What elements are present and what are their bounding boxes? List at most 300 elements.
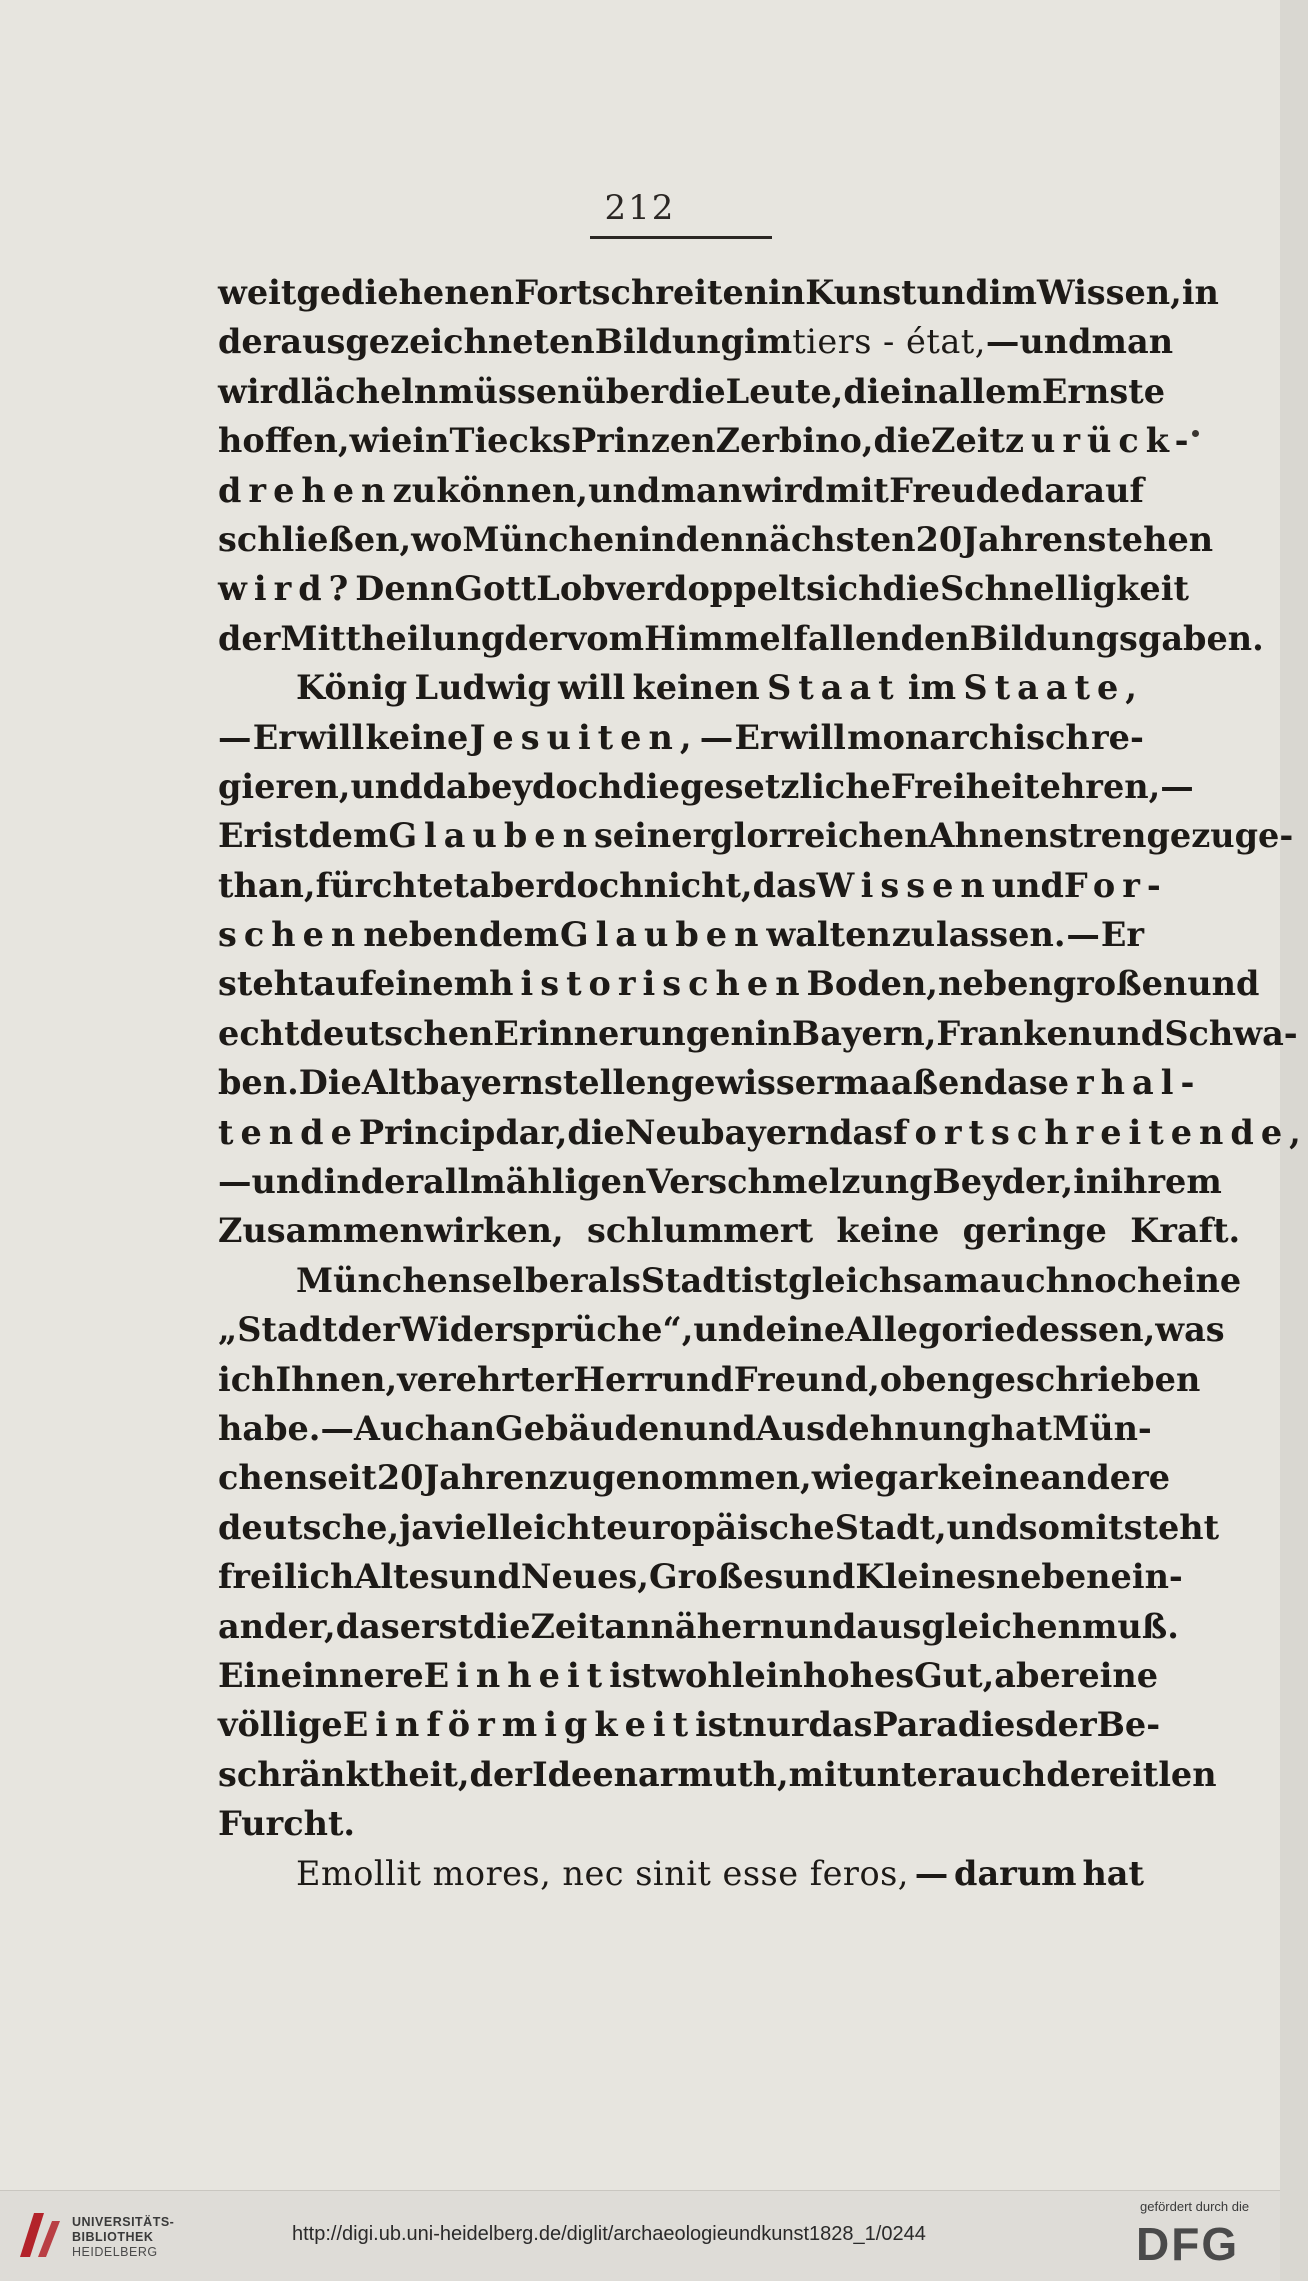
word: re- [1091, 717, 1144, 757]
word: und [588, 470, 661, 510]
word: Altes [354, 1557, 449, 1597]
word: die [843, 371, 901, 411]
word: in [412, 421, 450, 461]
word: Bildungsgaben. [969, 618, 1264, 658]
library-line2: BIBLIOTHEK [72, 2230, 154, 2244]
text-line [218, 1849, 1144, 1898]
text-line [218, 1453, 1171, 1502]
word: geschrieben [971, 1359, 1201, 1399]
word: im [907, 668, 957, 708]
text-line [218, 1305, 1225, 1354]
word: seiner [593, 816, 711, 856]
text-line [218, 713, 1144, 762]
word: noch [1069, 1260, 1162, 1300]
word: ist [261, 816, 309, 856]
word: Er [734, 717, 778, 757]
word: — [320, 1408, 354, 1448]
word: fallenden [793, 618, 970, 658]
word: gediehenen [296, 273, 515, 312]
word: Princip [358, 1112, 496, 1152]
word: vom [566, 618, 645, 658]
text-line [218, 614, 1264, 663]
word: drehen [218, 470, 393, 510]
word: gar [874, 1458, 938, 1498]
word: München [462, 519, 639, 559]
word: ist [741, 1260, 789, 1300]
word: lächeln [300, 371, 439, 411]
word: Herr [573, 1359, 662, 1399]
word: schließen, [218, 519, 412, 559]
word: Beyder, [932, 1162, 1074, 1202]
word: Gut, [914, 1655, 995, 1695]
word: andere [1040, 1458, 1171, 1498]
text-line [218, 910, 1144, 959]
word: und [784, 1606, 857, 1646]
word: Ludwig [414, 668, 551, 708]
word: — [218, 717, 252, 757]
word: Jahren [962, 519, 1088, 559]
word: ausgleichen [856, 1606, 1082, 1646]
word: und [693, 1310, 766, 1350]
word: König [296, 668, 408, 708]
word: in [768, 273, 806, 312]
source-url[interactable]: http://digi.ub.uni-heidelberg.de/diglit/archaeologieundkunst1828_1/0244 [292, 2223, 926, 2245]
library-line1: UNIVERSITÄTS- [72, 2215, 175, 2229]
word: dem [308, 816, 389, 856]
text-line [218, 959, 1260, 1008]
word: gesetzliche [679, 766, 891, 806]
word: der [1034, 1705, 1097, 1745]
word: seit [308, 1458, 377, 1498]
word: allmähligen [423, 1162, 647, 1202]
word: Eine [218, 1655, 302, 1695]
word: und [1092, 1013, 1165, 1053]
word: in [900, 371, 938, 411]
word: Erinnerungen [493, 1013, 755, 1053]
word: echtdeutschen [218, 1013, 494, 1053]
word: Die [298, 1063, 362, 1103]
word: Stadt [640, 1260, 742, 1300]
text-line [218, 811, 1294, 860]
word: Einheit [423, 1655, 610, 1695]
word: mitunter [788, 1754, 956, 1794]
word: wie [349, 421, 413, 461]
text-line [218, 1602, 1179, 1651]
word: Franken [936, 1013, 1093, 1053]
word: oben [879, 1359, 972, 1399]
word: strenge [1048, 816, 1192, 856]
word: dem [478, 915, 560, 955]
text-line [218, 1157, 1222, 1206]
text-line [218, 466, 1144, 515]
word: in [323, 1162, 361, 1202]
text-line [218, 1651, 1159, 1700]
word: erhal- [1047, 1063, 1202, 1103]
word: aber [994, 1655, 1079, 1695]
word: ist [609, 1655, 657, 1695]
word: Wissen [816, 865, 992, 905]
word: freilich [218, 1557, 355, 1597]
word: Glauben [388, 816, 594, 856]
text-line [218, 416, 1196, 465]
word: ich [218, 1359, 276, 1399]
word: Prinzen [570, 421, 716, 461]
word: großen [1052, 964, 1188, 1004]
word: erst [399, 1606, 473, 1646]
word: stellen [543, 1063, 671, 1103]
word: nur [742, 1705, 809, 1745]
word: zu [891, 915, 936, 955]
word: sich [806, 569, 883, 609]
word: im [988, 273, 1037, 312]
word: ehren, [1039, 766, 1161, 806]
word: einem [373, 964, 490, 1004]
word: können, [436, 470, 588, 510]
word: in [1073, 1162, 1111, 1202]
word: Freund, [733, 1359, 880, 1399]
word: wo [411, 519, 463, 559]
library-name [72, 2215, 174, 2260]
text-line [218, 564, 1189, 613]
word: Glauben [559, 915, 766, 955]
word: schränktheit, [218, 1754, 470, 1794]
word: schlummert [587, 1211, 814, 1251]
word: Auch [353, 1408, 450, 1448]
funding-caption: gefördert durch die [1140, 2199, 1250, 2214]
word: dar, [495, 1112, 568, 1152]
word: — [914, 1853, 949, 1893]
word: neben [995, 1557, 1111, 1597]
word: allem [937, 371, 1042, 411]
word: als [587, 1260, 641, 1300]
word: die [622, 766, 680, 806]
word: Staate, [963, 668, 1144, 708]
word: nächsten [744, 519, 916, 559]
word: Emollit mores, nec sinit esse feros, [296, 1853, 909, 1893]
word: wie [811, 1458, 875, 1498]
text-line [218, 861, 1168, 910]
word: Furcht. [218, 1804, 356, 1844]
word: Einförmigkeit [342, 1705, 696, 1745]
word: Zeit [930, 421, 1005, 461]
word: und [661, 1359, 734, 1399]
word: Boden, [806, 964, 938, 1004]
word: der [337, 1310, 400, 1350]
word: das [983, 1063, 1048, 1103]
dfg-logo[interactable]: DFG [1136, 2218, 1240, 2270]
word: Allegorie [845, 1310, 1016, 1350]
word: Verschmelzung [646, 1162, 933, 1202]
header-rule [590, 236, 772, 239]
word: keine [937, 1458, 1041, 1498]
word: das [752, 865, 817, 905]
word: selber [472, 1260, 588, 1300]
word: auch [955, 1754, 1047, 1794]
word: müssen [438, 371, 582, 411]
text-line [218, 1503, 1220, 1552]
word: wird [218, 371, 301, 411]
word: Ahnen [928, 816, 1049, 856]
word: nicht, [643, 865, 753, 905]
word: Jesuiten, [469, 717, 699, 757]
text-line [218, 317, 1174, 366]
word: darauf [1020, 470, 1144, 510]
word: Wissen, [1037, 273, 1182, 312]
word: eine [1161, 1260, 1242, 1300]
word: aber [469, 865, 554, 905]
word: das [335, 1606, 400, 1646]
word: Denn [355, 569, 455, 609]
word: „Stadt [218, 1310, 338, 1350]
word: Fortschreiten [514, 273, 769, 312]
page-number: 212 [604, 188, 676, 228]
word: weit [218, 273, 297, 312]
word: und [1019, 322, 1092, 362]
word: Himmel [644, 618, 794, 658]
word: gleichsam [788, 1260, 980, 1300]
word: Staat [767, 668, 901, 708]
word: das [829, 1112, 894, 1152]
word: hat [1082, 1853, 1144, 1893]
word: man [660, 470, 743, 510]
word: deutsche, [218, 1507, 400, 1547]
word: keinen [632, 668, 760, 708]
word: europäische [606, 1507, 835, 1547]
word: mit [825, 470, 889, 510]
word: Er [218, 816, 262, 856]
text-line [218, 1206, 1241, 1255]
word: Jahren [423, 1458, 549, 1498]
word: Paradies [872, 1705, 1035, 1745]
word: For- [1063, 865, 1168, 905]
word: fortschreitende, [893, 1112, 1308, 1152]
word: will [297, 717, 365, 757]
word: und [448, 1557, 521, 1597]
word: tende [218, 1112, 359, 1152]
word: 20 [376, 1458, 424, 1498]
word: ausgezeichneten [280, 322, 595, 362]
word: dabey [422, 766, 532, 806]
viewer-footer [0, 2190, 1280, 2281]
word: doch [553, 865, 644, 905]
word: Schnelligkeit [939, 569, 1189, 609]
word: Stadt, [834, 1507, 947, 1547]
word: Freiheit [890, 766, 1040, 806]
word: verehrter [397, 1359, 574, 1399]
word: der [504, 618, 567, 658]
word: eine [1078, 1655, 1159, 1695]
word: Zeit [530, 1606, 605, 1646]
word: der [1046, 1754, 1109, 1794]
text-line [218, 1009, 1298, 1058]
word: steht [218, 964, 314, 1004]
word: Mün- [1052, 1408, 1152, 1448]
word: historischen [489, 964, 807, 1004]
word: ihrem [1110, 1162, 1222, 1202]
library-logo[interactable] [14, 2205, 184, 2267]
word: völlige [218, 1705, 343, 1745]
word: Lob [536, 569, 606, 609]
word: den [675, 519, 745, 559]
word: steht [1123, 1507, 1220, 1547]
word: schen [218, 915, 363, 955]
word: hat [990, 1408, 1053, 1448]
word: annähern [604, 1606, 785, 1646]
text-line [218, 762, 1194, 811]
word: und [946, 1507, 1019, 1547]
library-emblem-icon [14, 2207, 64, 2263]
word: München [296, 1260, 473, 1300]
word: ander, [218, 1606, 336, 1646]
word: — [699, 717, 734, 757]
word: Leute, [725, 371, 844, 411]
word: ist [695, 1705, 743, 1745]
word: Schwa- [1164, 1013, 1298, 1053]
word: was [1155, 1310, 1225, 1350]
text-line [218, 367, 1166, 416]
word: — [218, 1162, 252, 1202]
word: monarchisch [847, 717, 1090, 757]
word: Kleines [855, 1557, 996, 1597]
text-line [218, 663, 1144, 712]
word: hohes [802, 1655, 915, 1695]
text-line [218, 1404, 1152, 1453]
word: Kraft. [1130, 1211, 1241, 1251]
word: doch [531, 766, 623, 806]
word: die [882, 569, 940, 609]
word: und [683, 1408, 756, 1448]
word: darum [954, 1853, 1077, 1893]
word: neben [363, 915, 478, 955]
word: Ideenarmuth, [531, 1754, 789, 1794]
word: will [558, 668, 626, 708]
word: Bildung [594, 322, 745, 362]
word: an [449, 1408, 496, 1448]
word: Neues, [520, 1557, 649, 1597]
text-line [218, 268, 1219, 317]
word: der [218, 618, 281, 658]
word: in [1181, 273, 1219, 312]
word: die [473, 1606, 531, 1646]
word: chen [218, 1458, 309, 1498]
text-line [218, 1552, 1183, 1601]
word: lassen. [936, 915, 1066, 955]
word: than, [218, 865, 316, 905]
word: im [744, 322, 793, 362]
word: die [567, 1112, 625, 1152]
word: habe. [218, 1408, 321, 1448]
word: — [985, 322, 1020, 362]
word: Freude [889, 470, 1021, 510]
word: wird? [218, 569, 356, 609]
word: fürchtet [315, 865, 469, 905]
word: der [469, 1754, 532, 1794]
word: und [783, 1557, 856, 1597]
word: Kunst [805, 273, 917, 312]
word: auf [313, 964, 374, 1004]
word: Be- [1096, 1705, 1161, 1745]
word: dessen, [1015, 1310, 1156, 1350]
word: Zusammenwirken, [218, 1211, 564, 1251]
word: Widersprüche“, [399, 1310, 694, 1350]
word: auch [979, 1260, 1070, 1300]
word: die [668, 371, 726, 411]
word: der [360, 1162, 424, 1202]
word: geringe [962, 1211, 1107, 1251]
text-line [218, 1058, 1202, 1107]
word: Tiecks [449, 421, 571, 461]
text-line [218, 1799, 1144, 1848]
word: und [991, 865, 1064, 905]
text-line [218, 1355, 1201, 1404]
word: ein [744, 1655, 803, 1695]
word: Er [1100, 915, 1144, 955]
word: neben [937, 964, 1053, 1004]
word: Altbayern [361, 1063, 544, 1103]
word: ein- [1110, 1557, 1183, 1597]
word: verdoppelt [605, 569, 807, 609]
word: Mittheilung [280, 618, 505, 658]
word: keine [836, 1211, 940, 1251]
word: stehen [1087, 519, 1214, 559]
word: ja [399, 1507, 433, 1547]
word: und [1187, 964, 1260, 1004]
word: und [251, 1162, 324, 1202]
word: — [1160, 766, 1194, 806]
word: Er [252, 717, 296, 757]
text-line [218, 1256, 1242, 1305]
word: der [218, 322, 281, 362]
word: Ausdehnung [755, 1408, 991, 1448]
word: Bayern, [791, 1013, 937, 1053]
word: gewissermaaßen [670, 1063, 984, 1103]
word: gieren, [218, 766, 351, 806]
word: wird [742, 470, 825, 510]
word: — [1066, 915, 1100, 955]
body-text [218, 268, 1308, 1898]
word: man [1091, 322, 1174, 362]
word: und [916, 273, 989, 312]
word: tiers - état, [792, 322, 986, 362]
word: keine [365, 717, 469, 757]
word: 20 [915, 519, 963, 559]
word: ben. [218, 1063, 299, 1103]
word: Zerbino, [715, 421, 874, 461]
word: vielleicht [433, 1507, 607, 1547]
word: wohl [656, 1655, 745, 1695]
word: über [581, 371, 669, 411]
word: in [754, 1013, 792, 1053]
word: zuge- [1191, 816, 1294, 856]
word: das [808, 1705, 873, 1745]
word: eitlen [1108, 1754, 1217, 1794]
text-line [218, 515, 1214, 564]
word: will [778, 717, 846, 757]
word: walten [766, 915, 891, 955]
word: in [638, 519, 676, 559]
word: hoffen, [218, 421, 350, 461]
word: zu [392, 470, 437, 510]
word: Neubayern [624, 1112, 830, 1152]
word: zugenommen, [548, 1458, 812, 1498]
word: Ihnen, [275, 1359, 398, 1399]
word: innere [301, 1655, 424, 1695]
word: somit [1018, 1507, 1124, 1547]
text-line [218, 1700, 1161, 1749]
word: Ernste [1041, 371, 1166, 411]
word: die [873, 421, 931, 461]
text-line [218, 1108, 1308, 1157]
